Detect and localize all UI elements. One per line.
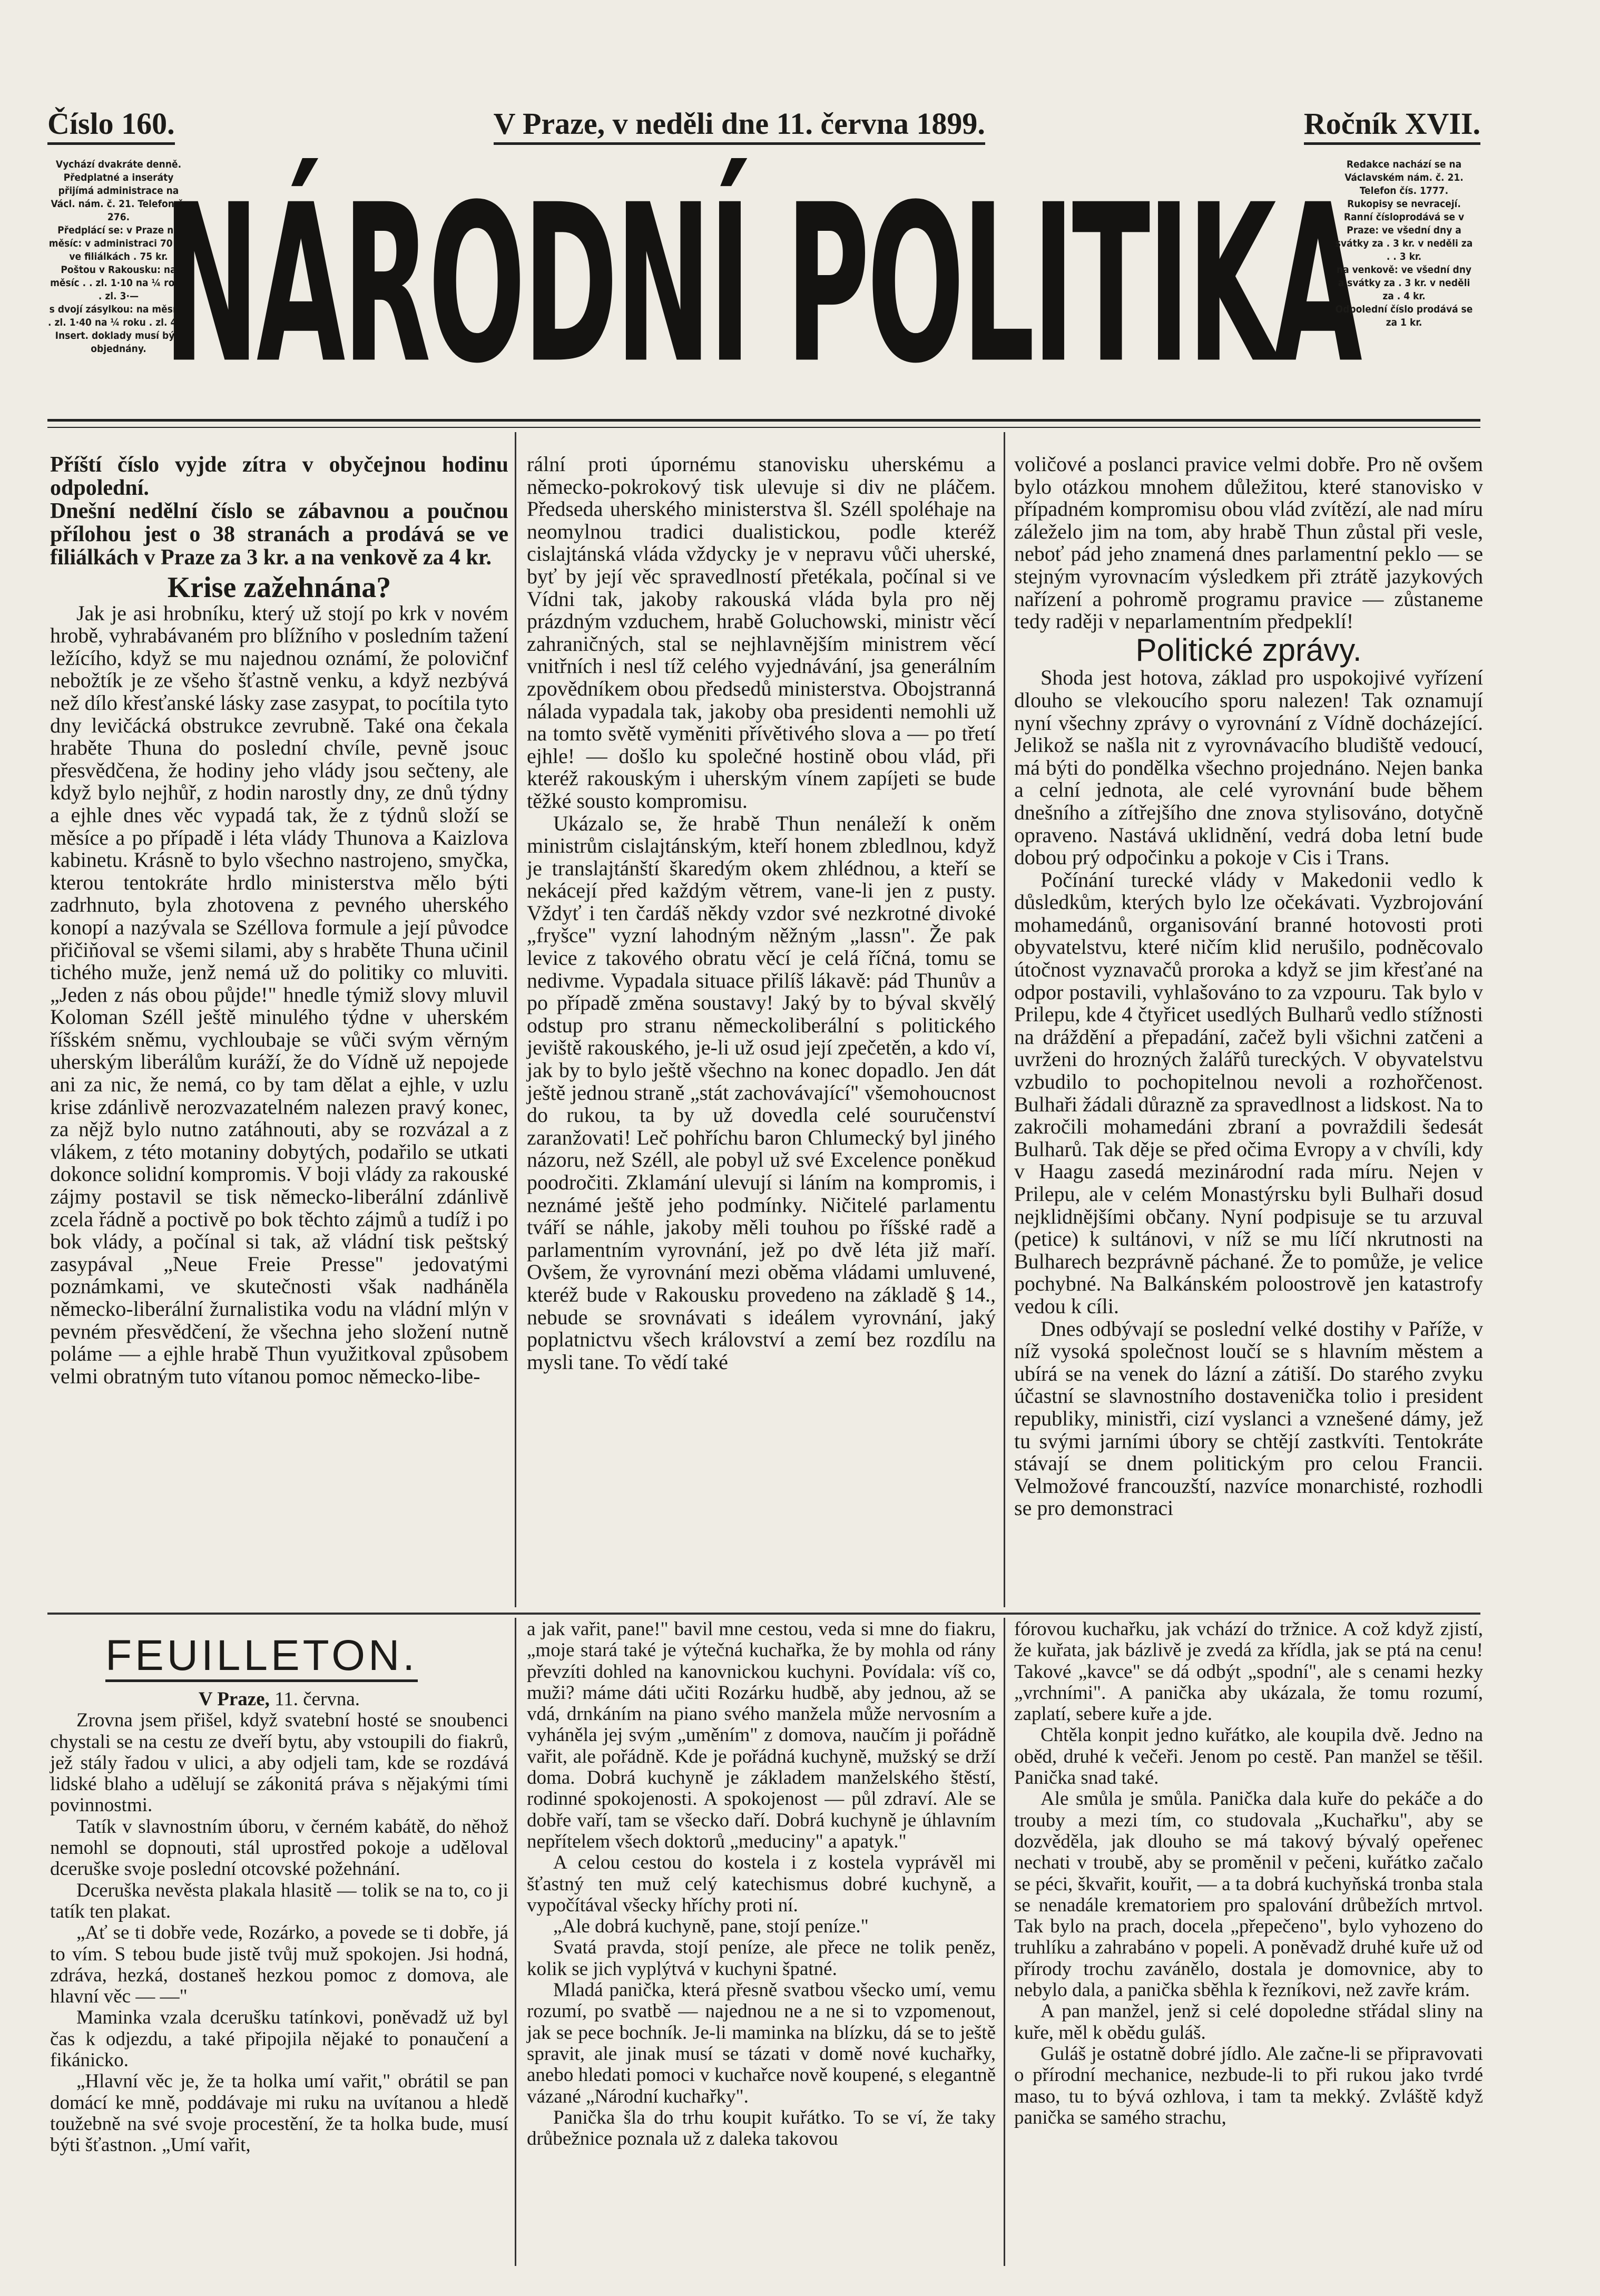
feuilleton-label [105,1631,418,1681]
feuilleton-paragraph: Tatík v slavnostním úboru, v černém kabátě, do něhož nemohl se dopnouti, stál uprostřed pokoje a uděloval dceruške svoje poslední otcovské požehnání. [50,1815,508,1880]
feuilleton-paragraph: „Ať se ti dobře vede, Rozárko, a povede se ti dobře, já to vím. S tebou bude jistě tvůj muž spokojen. Jsi hodná, zdráva, hezká, dostaneš hezkou pomoc z domova, ale hlavní věc — —" [50,1922,508,2008]
issue-date: V Praze, v neděli dne 11. června 1899. [494,106,985,145]
issue-number: Číslo 160. [47,106,175,145]
dateline-place: V Praze, [198,1688,270,1710]
feuilleton-rule [47,1613,1480,1615]
article-paragraph: rální proti úpornému stanovisku uherskému a německo-pokrokový tisk ulevuje si div ne pláčem. Předseda uherského ministerstva šl. Széll spoléhaje na neomylnou tradici dualistickou, podle kteréž cislajtánská vláda vždycky je v nepravu vůči uherské, byť by její věc spravedlností přetékala, počínal si ve Vídni tak, jakoby rakouská vláda byla pro něj prázdným vzduchem, hrabě Goluchowski, ministr věcí zahraničných, stal se nejhlavnějším ministrem věcí vnitřních i nesl tíž celého vyjednávání, jsa generálním zpovědníkem obou předsedů ministerstva. Obojstranná nálada vypadala tak, jakoby oba presidenti nemohli už na tomto světě vyměniti přívětivého slova a — po třetí ejhle! — došlo ku společné hostině obou vlád, při kteréž rakouským i uherským vínem zapíjeti se bude těžké sousto kompromisu. [527,452,996,813]
feuilleton-paragraph: Dceruška nevěsta plakala hlasitě — tolik se na to, co ji tatík ten plakat. [50,1879,508,1922]
info-line: na venkově: ve všední dny a svátky za . 3 kr. v neděli za . 4 kr. [1336,264,1472,302]
info-line: Předplácí se: v Praze na měsíc: v administraci 70 kr. ve filiálkách . 75 kr. [48,224,189,262]
feuilleton-column-2 [527,1619,996,2150]
feuilleton-paragraph: Ale smůla je smůla. Panička dala kuře do pekáče a do trouby a mezi tím, co studovala „Kuchařku", aby se dozvěděla, jak dlouho se má takový bývalý opeřenec nechati v troubě, aby se proměnil v pečeni, kuřátko začalo se péci, škvařit, kouřit, — a ta dobrá kuchyňská tronba stala se nenadále krematoriem pro spalování drůbežích mrtvol. Tak bylo na prach, docela „přepečeno", bylo vyhozeno do truhlíku a zahrabáno v popeli. A poněvadž druhé kuře už od přírody trochu zavánělo, dostala je domovnice, aby to nebylo dala, a panička sběhla k řezníkovi, než zavře krám. [1014,1788,1483,2001]
article-paragraph: voličové a poslanci pravice velmi dobře. Pro ně ovšem bylo otázkou mnohem důležitou, které stanovisko v případném kompromisu obou vlád zvítězí, ale nad míru záleželo jim na tom, aby hrabě Thun zůstal při vesle, neboť pád jeho znamená dnes parlamentní peklo — se stejným vyrovnacím výsledkem při ztrátě jazykových nařízení a pohromě programu pravice — zůstaneme tedy raději v neparlamentním předpeklí! [1014,452,1483,633]
article-paragraph: Počínání turecké vlády v Makedonii vedlo k důsledkům, kterých bylo lze očekávati. Vyzbrojování mohamedánů, organisování branné hotovosti proti obyvatelstvu, které ničím klid nerušilo, podněcovalo útočnost vyznavačů proroka a když se jim křesťané na odpor postavili, vyhlašováno to za vzpouru. Tak bylo v Prilepu, kde 4 čtyřicet usedlých Bulharů vedlo stížnosti na dráždění a přepadání, začež byli všichni zatčeni a uvrženi do hrozných žalářů tureckých. V obyvatelstvu vzbudilo to pochopitelnou nevoli a rozhořčenost. Bulhaři žádali důrazně za spravedlnost a lidskost. Na to zakročili mohamedáni zbraní a povraždili šedesát Bulharů. Tak děje se před očima Evropy a v chvíli, kdy v Haagu zasedá mezinárodní rada míru. Nejen v Prilepu, ale v celém Monastýrsku byli Bulhaři dosud nejklidnějšími občany. Nyní podpisuje se tu arzuval (petice) k sultánovi, v níž se mu líčí nkrutnosti na Bulharech bezprávně páchané. Že to pomůže, je velice pochybné. Na Balkánském poloostrově jen katastrofy vedou k cíli. [1014,867,1483,1318]
feuilleton-paragraph: fórovou kuchařku, jak vchází do tržnice. A což když zjistí, že kuřata, jak bázlivě je zvedá za křídla, jak se ptá na cenu! Takové „kavce" se dá odbýt „spodní", ale s cenami hezky „vrchními". A panička aby ukázala, že tomu rozumí, zaplatí, sebere kuře a jde. [1014,1618,1483,1725]
article-paragraph: Ukázalo se, že hrabě Thun nenáleží k oněm ministrům cislajtánským, kteří honem zbledlnou, když je translajtánští škaredým okem zhlédnou, a kteří se nekácejí před každým větrem, vane-li jen z pusty. Vždyť i ten čardáš někdy vzdor své nezkrotné divoké „fryšce" vyzní lahodným něžným „lassn". Že pak levice z takového obratu věcí je celá říčná, tomu se nedivme. Vypadala situace přilíš lákavě: pád Thunův a po případě změna soustavy! Jaký by to býval skvělý odstup pro stranu německoliberální s politického jeviště rakouského, je-li už osud její zpečetěn, a kdo ví, jak by to bylo ještě všechno na konec dopadlo. Jen dát ještě jednou straně „stát zachovávající" všemohoucnost do rukou, ta by už dovedla celé souručenství zaranžovati! Leč pohříchu baron Chlumecký byl jiného názoru, než Széll, ale pobyl už své Excelence poněkud poodročiti. Zklamání ulevují si láním na kompromis, i neznámé ještě jeho podmínky. Ničitelé parlamentu tváří se náhle, jakoby měli touhou po říšské radě a parlamentním vyrovnání, jež po dvě léta již maří. Ovšem, že vyrovnání mezi oběma vládami umluvené, kteréž bude v Rakousku provedeno na základě § 14., nebude se srovnávati s ideálem vyrovnání, jaký poplatnictvu všech království a zemí bez rozdílu na mysli tane. To vědí také [527,811,996,1374]
info-line: s dvojí zásylkou: na měsíc . . zl. 1·40 na ¼ roku . zl. 4·— [48,304,189,328]
info-line: Insert. doklady musí býti objednány. [55,330,182,355]
feuilleton-paragraph: „Ale dobrá kuchyně, pane, stojí peníze." [553,1916,869,1938]
feuilleton-title: FEUILLETON. [105,1631,418,1682]
feuilleton-paragraph: Chtěla konpit jedno kuřátko, ale koupila dvě. Jedno na oběd, druhé k večeři. Jenom po cestě. Pan manžel se těšil. Panička snad také. [1014,1724,1483,1789]
right-info-box [1333,158,1475,329]
info-line: Odpolední číslo prodává se za 1 kr. [1335,304,1473,328]
column-divider [515,432,516,1607]
column-divider [1004,432,1005,1607]
column-divider [515,1618,516,2266]
feuilleton-paragraph: Maminka vzala dcerušku tatínkovi, poněvadž už byl čas k odjezdu, a také připojila nějaké to ponaučení a fikánicko. [50,2007,508,2072]
info-line: Poštou v Rakousku: na měsíc . . zl. 1·10 na ¼ roku . zl. 3·— [50,264,187,302]
feuilleton-paragraph: Panička šla do trhu koupit kuřátko. To se ví, že taky drůbežnice poznala už z daleka takovou [527,2106,996,2150]
masthead [163,158,1360,411]
header-line [47,106,1480,145]
feuilleton-paragraph: A celou cestou do kostela i z kostela vyprávěl mi šťastný ten muž celý katechismus dobré kuchyně, a vypočítával všecky hříchy proti ní. [527,1852,996,1916]
feuilleton-dateline [50,1689,508,1710]
feuilleton-paragraph: a jak vařit, pane!" bavil mne cestou, veda si mne do fiakru, „moje stará také je výtečná kuchařka, že by mohla od rány převzíti dohled na kanovnickou kuchyni. Povídala: víš co, muži? máme dáti učiti Rozárku hudbě, aby jednou, až se vdá, drnkáním na piano svého manžela může nervosním a vyháněla jej svým „uměním" z domova, naučím ji pořádně vařit, ale pořádně. Kde je pořádná kuchyně, mužský se drží doma. Dobrá kuchyně je základem manželského štěstí, rodinné spokojenosti. A spokojenost — půl zdraví. Ale se dobře vaří, tam se všecko daří. Dobrá kuchyně je úhlavním nepřítelem všech doktorů „meduciny" a apatyk." [527,1618,996,1852]
info-line: Ranní čísloprodává se v Praze: ve všední dny a svátky za . 3 kr. v neděli za . . 3 kr. [1335,211,1473,262]
notice-sunday-issue: Dnešní nedělní číslo se zábavnou a poučnou přílohou jest o 38 stranách a prodává se ve filiálkách v Praze za 3 kr. a na venkově za 4 kr. [50,499,508,570]
masthead-title: NÁRODNÍ POLITIKA [163,158,1360,411]
volume-number: Ročník XVII. [1304,106,1480,145]
feuilleton-paragraph: Mladá panička, která přesně svatbou všecko umí, vemu rozumí, po svatbě — najednou ne a ne si to vzpomenout, jak se pece bochník. Je-li maminka na blízku, dá se to ještě spravit, ale jinak musí se tázati v domě nové kuchařky, anebo hledati pomoci v kuchařce nově koupené, s elegantně vázané „Národní kuchařky". [527,1979,996,2107]
info-line: Předplatné a inseráty přijímá administrace na Václ. nám. č. 21. Telefon č. 276. [51,172,186,223]
column-divider [1004,1618,1005,2266]
article-paragraph: Jak je asi hrobníku, který už stojí po krk v novém hrobě, vyhrabávaném pro blížního v posledním tažení ležícího, když se mu najednou oznámí, že polovičnf nebožtík je ze všeho šťastně venku, a když nezbývá než dílo křesťanské lásky zase zasypat, to pocítila tyto dny levičácká obstrukce zevrubně. Také ona čekala hraběte Thuna do poslední chvíle, pevně jsouc přesvědčena, že hodiny jeho vlády jsou sečteny, ale když bylo nejhůř, z hodin narostly dny, ze dnů týdny a ejhle dnes věc vypadá tak, že z týdnů složí se měsíce a po případě i léta vlády Thunova a Kaizlova kabinetu. Krásně to bylo všechno nastrojeno, smyčka, kterou tentokráte hrdlo ministerstva mělo býti zadrhnuto, byla zhotovena z pevného uherského konopí a nazývala se Széllova formule a její původce přičiňoval se všemi silami, aby s hraběte Thuna učinil tichého muže, jenž nemá už do politiky co mluviti. „Jeden z nás obou půjde!" hnedle týmiž slovy mluvil Koloman Széll ještě minulého týdne v uherském říšském sněmu, vychloubaje se vůči svým věrným uherským liberálům kuráží, že do Vídně už nepojede ani za nic, že nemá, co by tam dělat a ejhle, v uzlu krise zdánlivě nerozvazatelném nalezen pravý konec, za nějž bylo nutno zatáhnouti, aby se rozvázal a z vlákem, z této motaniny dobytých, podařilo se utkati dokonce solidní kompromis. V boji vlády za rakouské zájmy postavil se tisk německo-liberální zdánlivě zcela řádně a poctivě po bok těchto zájmů a tudíž i po bok vlády, a počínal si tak, až vládní tisk peštský zasypával „Neue Freie Presse" jedovatými poznámkami, ve skutečnosti však nadháněla německo-liberální žurnalistika vodu na vládní mlýn v pevném přesvědčení, že všechna jeho složení nutně poláme — a ejhle hrabě Thun využitkoval způsobem velmi obratným tuto vítanou pomoc německo-libe- [50,601,508,1388]
article-paragraph: Dnes odbývají se poslední velké dostihy v Paříže, v níž vysoká společnost loučí se s hlavním městem a ubírá se na venek do lázní a zátiší. Do starého zvyku účastní se slavnostního dostavenička tolio i president republiky, ministři, cizí vyslanci a vznešené dámy, jež tu svými jarními úbory se chtějí zastkvíti. Tentokráte stávají se dnem politickým pro celou Francii. Velmožové francouzští, nazvíce monarchisté, rozhodli se pro demonstraci [1014,1316,1483,1520]
feuilleton-paragraph: Svatá pravda, stojí peníze, ale přece ne tolik peněz, kolik se jich vyplýtvá v kuchyni špatné. [527,1937,996,1980]
feuilleton-paragraph: „Hlavní věc je, že ta holka umí vařit," obrátil se pan domácí ke mně, poddávaje mi ruku na uvítanou a hledě toužebně na své svoje procestění, že ta holka bude, musí býti šťastnon. „Umí vařit, [50,2070,508,2156]
info-line: Redakce nachází se na Václavském nám. č. 21. [1344,159,1464,183]
info-line: Rukopisy se nevracejí. [1347,198,1461,210]
feuilleton-column-3 [1014,1619,1483,2128]
feuilleton-paragraph: Guláš je ostatně dobré jídlo. Ale začne-li se připravovati o přírodní mechanice, nezbude-li to při rukou jako tvrdé maso, tu to bývá ozhlova, i tam ta mekký. Zvláště když panička se samého strachu, [1014,2043,1483,2128]
feuilleton-paragraph: Zrovna jsem přišel, když svatební hosté se snoubenci chystali se na cestu ze dveří bytu, aby vstoupili do fiakrů, jež stály řadou v ulici, a aby odjeli tam, kde se rozdává lidské blaho a udělují se zákonitá práva s nějakými tími povinnostmi. [50,1709,508,1816]
column-2 [527,453,996,1373]
dateline-date: 11. června. [274,1688,360,1710]
article-paragraph: Shoda jest hotova, základ pro uspokojivé vyřízení dlouho se vlekoucího sporu nalezen! Tak oznamují nyní všechny zprávy o vyrovnání z Vídně docházející. Jelikož se našla nit z vyrovnávacího bludiště vedoucí, má býti do pondělka všechno projednáno. Nejen banka a celní jednota, ale celé vyrovnání bude během dnešního a zítřejšího dne znova stylisováno, dotyčně opraveno. Nastává uklidnění, vedrá doba letní bude dobou prý odpočinku a pokoje v Cis i Trans. [1014,666,1483,869]
column-3 [1014,453,1483,1520]
section-title: Politické zprávy. [1135,632,1362,668]
feuilleton-paragraph: A pan manžel, jenž si celé dopoledne střádal sliny na kuře, měl k obědu guláš. [1014,2000,1483,2044]
info-line: Vychází dvakráte denně. [55,159,182,170]
masthead-rule [47,419,1480,428]
column-1 [50,453,508,1388]
article-title: Krise zažehnána? [167,571,391,604]
info-line: Telefon čís. 1777. [1359,185,1449,197]
notice-tomorrow: Příští číslo vyjde zítra v obyčejnou hodinu odpolední. [50,453,508,500]
feuilleton-column-1 [50,1689,508,2156]
